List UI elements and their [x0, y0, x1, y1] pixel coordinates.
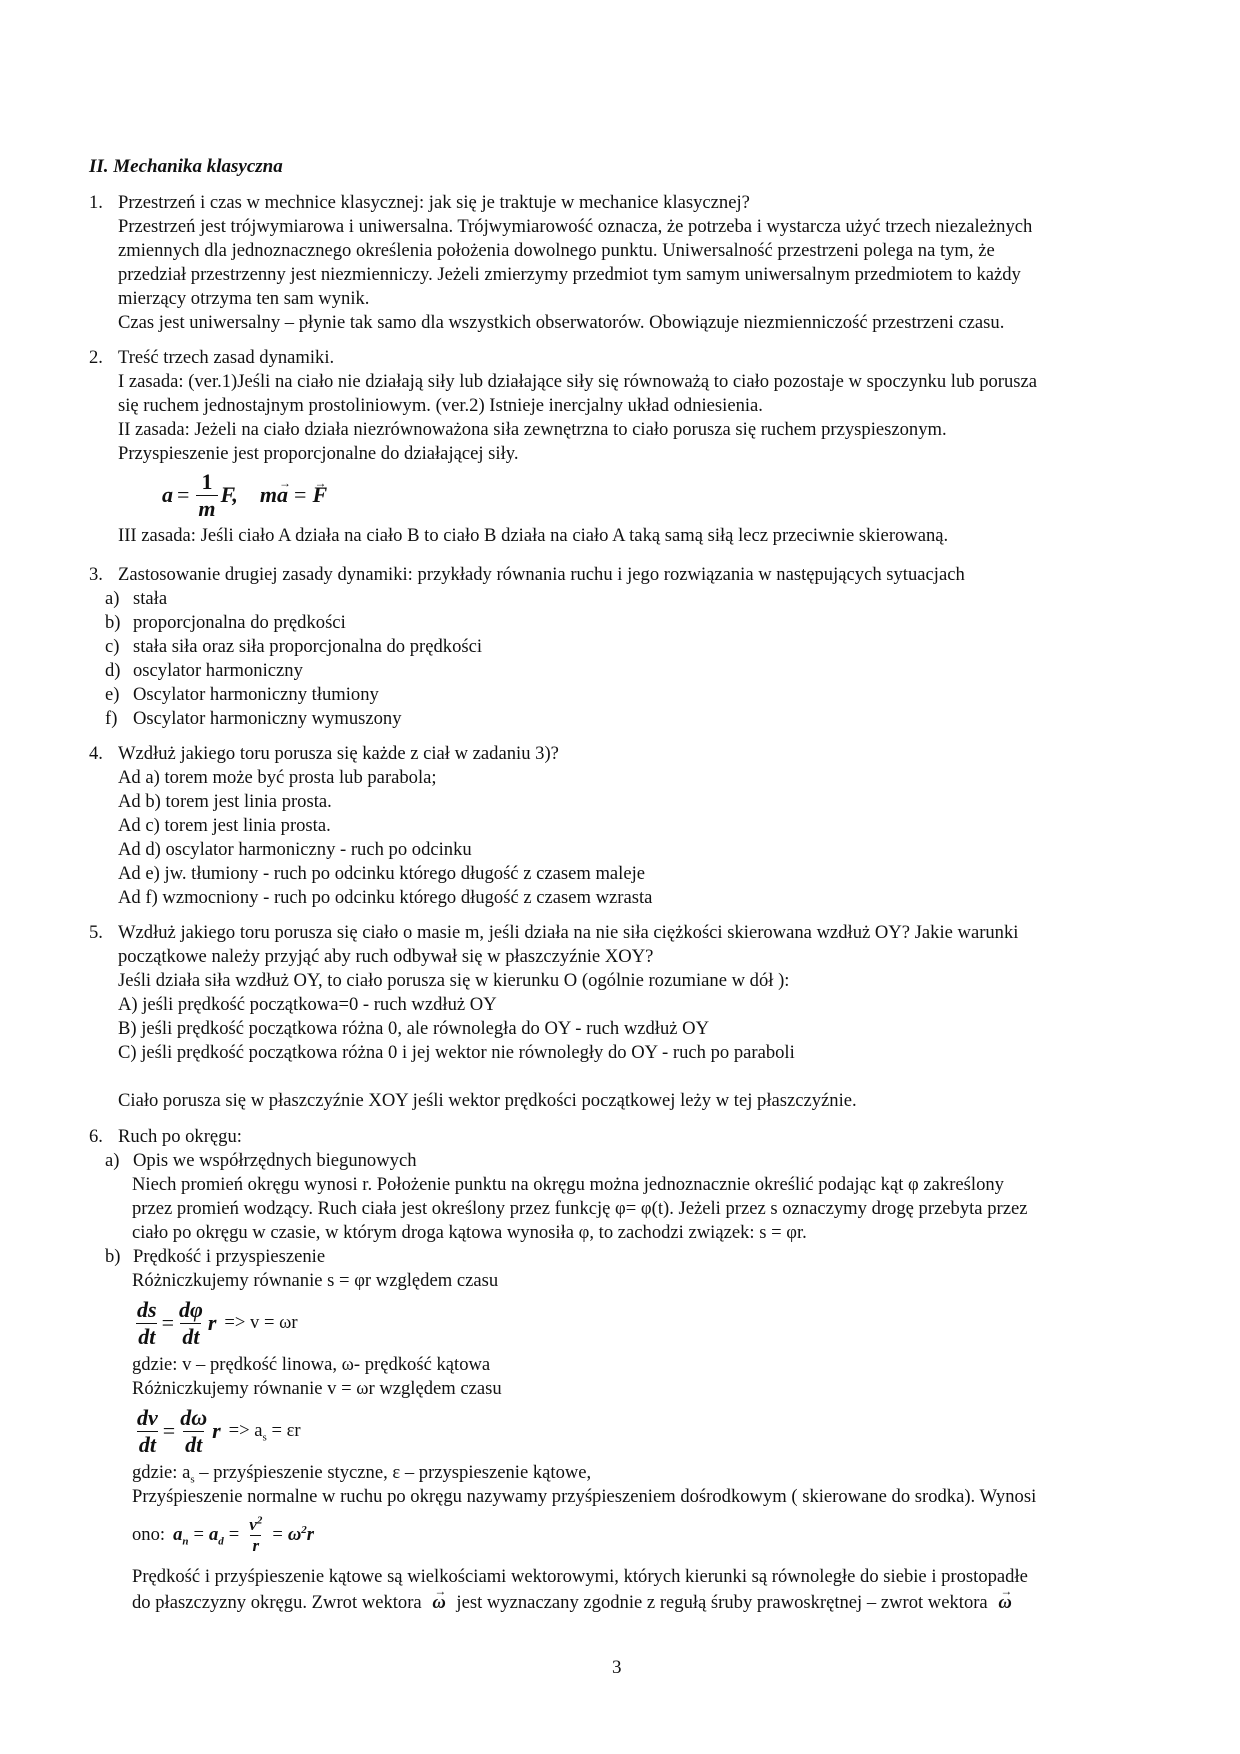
acceleration-equation: $\frac{dv}{dt}$ = $\frac{d\omega}{dt}$ r => $a_s = \varepsilon r$ — [137, 1404, 301, 1457]
question-title: Przestrzeń i czas w mechnice klasycznej: jak się je traktuje w mechanice klasycznej? — [118, 192, 750, 213]
answer-line: Przyspieszenie jest proporcjonalne do działającej siły. — [118, 443, 519, 464]
answer-line: II zasada: Jeżeli na ciało działa niezrównoważona siła zewnętrzna to ciało porusza się ruchem przyspieszonym. — [118, 419, 947, 440]
answer-line: Ad d) oscylator harmoniczny - ruch po odcinku — [118, 839, 472, 860]
question-6 — [89, 1125, 1169, 1615]
list-item: f) Oscylator harmoniczny wymuszony — [105, 708, 402, 729]
answer-line: Różniczkujemy równanie v = ωr względem czasu — [132, 1378, 502, 1399]
question-3 — [89, 563, 1169, 731]
answer-line: A) jeśli prędkość początkowa=0 - ruch wzdłuż OY — [118, 994, 497, 1015]
question-title: Treść trzech zasad dynamiki. — [118, 347, 335, 368]
question-title: Zastosowanie drugiej zasady dynamiki: przykłady równania ruchu i jego rozwiązania w następujących sytuacjach — [118, 564, 965, 585]
list-item: d) oscylator harmoniczny — [105, 660, 303, 681]
answer-line: ciało po okręgu w czasie, w którym droga kątowa wynosiła φ, to zachodzi związek: s = φr. — [132, 1222, 807, 1243]
answer-line: Ad c) torem jest linia prosta. — [118, 815, 331, 836]
answer-line: Różniczkujemy równanie s = φr względem czasu — [132, 1270, 499, 1291]
answer-line: gdzie: v – prędkość linowa, ω- prędkość kątowa — [132, 1354, 491, 1375]
question-title: Wzdłuż jakiego toru porusza się ciało o masie m, jeśli działa na nie siła ciężkości skierowana wzdłuż OY? Jakie warunki — [118, 922, 1019, 943]
omega-vector-symbol: → ω — [998, 1591, 1011, 1615]
section-heading: II. Mechanika klasyczna — [89, 156, 283, 177]
fraction: $\frac{1}{m}$ — [198, 468, 216, 521]
page-number: 3 — [612, 1657, 622, 1678]
answer-line: C) jeśli prędkość początkowa różna 0 i jej wektor nie równoległy do OY - ruch po paraboli — [118, 1042, 795, 1063]
question-number: 6. — [89, 1126, 103, 1147]
vector-f: → F — [312, 483, 327, 507]
answer-line: Ad f) wzmocniony - ruch po odcinku którego długość z czasem wzrasta — [118, 887, 653, 908]
subsection-a-title: a) Opis we współrzędnych biegunowych — [105, 1150, 417, 1171]
question-number: 4. — [89, 743, 103, 764]
answer-line: Niech promień okręgu wynosi r. Położenie punktu na okręgu można jednoznacznie określić podając kąt φ zakreślony — [132, 1174, 1004, 1195]
answer-line: Ad a) torem może być prosta lub parabola; — [118, 767, 437, 788]
question-number: 1. — [89, 192, 103, 213]
answer-line: mierzący otrzyma ten sam wynik. — [118, 288, 370, 309]
answer-line: Czas jest uniwersalny – płynie tak samo dla wszystkich obserwatorów. Obowiązuje niezmienniczość przestrzeni czasu. — [118, 312, 1005, 333]
list-item: b) proporcjonalna do prędkości — [105, 612, 346, 633]
list-item: a) stała — [105, 588, 168, 609]
list-item: c) stała siła oraz siła proporcjonalna do prędkości — [105, 636, 483, 657]
list-item: e) Oscylator harmoniczny tłumiony — [105, 684, 379, 705]
question-number: 2. — [89, 347, 103, 368]
question-number: 3. — [89, 564, 103, 585]
answer-line: Ciało porusza się w płaszczyźnie XOY jeśli wektor prędkości początkowej leży w tej płaszczyźnie. — [118, 1090, 857, 1111]
answer-line: I zasada: (ver.1)Jeśli na ciało nie działają siły lub działające siły się równoważą to ciało pozostaje w spoczynku lub porusza — [118, 371, 1038, 392]
answer-line: przedział przestrzenny jest niezmienniczy. Jeżeli zmierzymy przedmiot tym samym uniwersalnym przedmiotem to każdy — [118, 264, 1021, 285]
answer-line: Ad b) torem jest linia prosta. — [118, 791, 332, 812]
answer-line: III zasada: Jeśli ciało A działa na ciało B to ciało B działa na ciało A taką samą siłą lecz przeciwnie skierowaną. — [118, 525, 949, 546]
answer-line: Ad e) jw. tłumiony - ruch po odcinku którego długość z czasem maleje — [118, 863, 646, 884]
answer-line: do płaszczyzny okręgu. Zwrot wektora → ω jest wyznaczany zgodnie z regułą śruby prawoskrętnej – zwrot wektora → ω — [132, 1591, 1169, 1615]
answer-line: się ruchem jednostajnym prostoliniowym. (ver.2) Istnieje inercjalny układ odniesienia. — [118, 395, 763, 416]
answer-line: Jeśli działa siła wzdłuż OY, to ciało porusza się w kierunku O (ogólnie rozumiane w dół ): — [118, 970, 790, 991]
answer-line: początkowe należy przyjąć aby ruch odbywał się w płaszczyźnie XOY? — [118, 946, 654, 967]
answer-line: Przestrzeń jest trójwymiarowa i uniwersalna. Trójwymiarowość oznacza, że potrzeba i wystarcza użyć trzech niezależnych — [118, 216, 1033, 237]
question-1 — [89, 191, 1169, 335]
question-number: 5. — [89, 922, 103, 943]
answer-line: B) jeśli prędkość początkowa różna 0, ale równoległa do OY - ruch wzdłuż OY — [118, 1018, 710, 1039]
question-5 — [89, 921, 1169, 1113]
vector-a: → a — [277, 483, 288, 507]
centripetal-acceleration-equation: ono: $a_n$ = $a_d$ = $\frac{v^2}{r}$ = $\omega^2r$ — [132, 1513, 315, 1555]
answer-line: przez promień wodzący. Ruch ciała jest określony przez funkcję φ= φ(t). Jeżeli przez s oznaczymy drogę przebyta przez — [132, 1198, 1028, 1219]
velocity-equation: $\frac{ds}{dt}$ = $\frac{d\varphi}{dt}$ r => v = ωr — [137, 1296, 298, 1349]
newton-second-law-equation: a = $\frac{1}{m}$ F, m → a = → F — [162, 466, 1169, 524]
answer-line: Prędkość i przyśpieszenie kątowe są wielkościami wektorowymi, których kierunki są równoległe do siebie i prostopadłe — [132, 1566, 1028, 1587]
answer-line: zmiennych dla jednoznacznego określenia położenia dowolnego punktu. Uniwersalność przestrzeni polega na tym, że — [118, 240, 995, 261]
answer-line: Przyśpieszenie normalne w ruchu po okręgu nazywamy przyśpieszeniem dośrodkowym ( skierowane do srodka). Wynosi — [132, 1486, 1037, 1507]
question-title: Wzdłuż jakiego toru porusza się każde z ciał w zadaniu 3)? — [118, 743, 559, 764]
question-4 — [89, 742, 1169, 910]
omega-vector-symbol: → ω — [432, 1591, 445, 1615]
subsection-b-title: b) Prędkość i przyspieszenie — [105, 1246, 326, 1267]
question-2 — [89, 346, 1169, 548]
answer-line: gdzie: $a_s$ – przyśpieszenie styczne, ε – przyspieszenie kątowe, — [132, 1462, 592, 1486]
question-title: Ruch po okręgu: — [118, 1126, 242, 1147]
